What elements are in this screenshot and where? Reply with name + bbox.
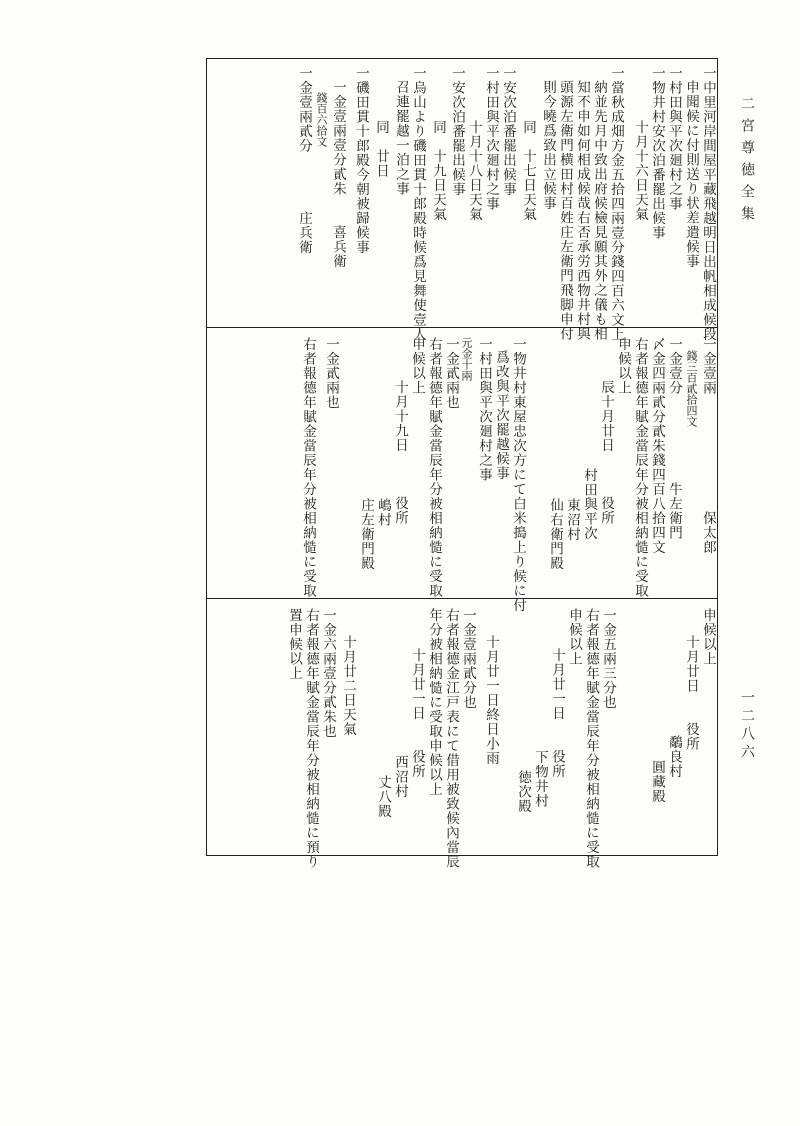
text-column: 一金六兩壹分貳朱也 — [320, 608, 336, 739]
text-column: 申候以上 — [700, 608, 716, 666]
text-column: 西沼村 — [392, 755, 408, 799]
text-column: 一村田與平次廻村之事 — [666, 66, 682, 211]
text-column: 頭源左衛門横田村百姓庄左衛門飛脚申付 — [557, 80, 573, 341]
text-column: 知不申如何相成候哉右否承労西物井村與 — [574, 80, 590, 341]
text-column: 一金壹分 牛左衛門 — [666, 337, 682, 540]
text-column: 一金貳兩也 — [323, 337, 339, 410]
text-column: 徳次殿 — [515, 770, 531, 814]
text-column: 右者報德年賦金當辰年分被相納慥に受取 — [583, 608, 599, 869]
text-column: 申候以上 — [409, 337, 425, 395]
text-column: 一磯田貫十郎殿今朝被歸候事 — [353, 66, 369, 255]
text-column: 十月廿一日 役所 — [549, 648, 565, 779]
text-column: 一安次泊番罷出候事 — [500, 66, 516, 197]
text-column: 錢三百貳拾四文 — [685, 350, 698, 427]
text-column: 右者報德年賦金當辰年分被相納慥に預り — [303, 608, 319, 869]
text-column: 年分被相納慥に受取申候以上 — [426, 608, 442, 797]
page-number: 一二八六 — [739, 690, 755, 762]
text-column: 十月十六日天氣 — [632, 120, 648, 222]
text-column: 一金貳兩也 — [443, 337, 459, 410]
text-column: 一金壹兩 保太郎 — [700, 337, 716, 555]
text-column: 同 廿日 — [373, 120, 389, 178]
text-column: 十月廿一日終日小雨 — [483, 635, 499, 766]
book-title: 二宮尊徳全集 — [739, 96, 755, 228]
text-column: 十月十九日 役所 — [392, 380, 408, 525]
text-column: 一村田與平次廻村之事 — [483, 66, 499, 211]
text-column: 申候以上 — [615, 337, 631, 395]
text-column: 辰十月廿日 役所 — [598, 380, 614, 525]
text-column: 右者報德金江戸表にて借用被致候內當辰 — [443, 608, 459, 869]
text-column: 一中里河岸間屋平藏飛越明日出帆相成候段 — [700, 66, 716, 342]
text-column: 納並先月中致出府候檢見願其外之儀も相 — [591, 80, 607, 341]
text-column: 一金五兩三分也 — [600, 608, 616, 710]
text-column: 同 十九日天氣 — [430, 120, 446, 222]
text-column: 十月廿二日天氣 — [340, 635, 356, 737]
text-column: 東沼村 — [564, 498, 580, 542]
text-column: 一金壹兩貳分 庄兵衛 — [296, 66, 312, 255]
section-divider-2 — [206, 598, 718, 599]
text-column: 右者報德年賦金當辰年分被相納慥に受取 — [632, 337, 648, 598]
text-column: 圓藏殿 — [649, 760, 665, 804]
text-column: 召連罷越一泊之事 — [393, 80, 409, 196]
text-column: 仙右衛門殿 — [547, 498, 563, 571]
text-column: 同 十七日天氣 — [520, 120, 536, 222]
text-column: 嶋村 — [375, 498, 391, 527]
text-column: 一村田與平次廻村之事 — [476, 337, 492, 482]
text-column: 爲改與平次罷越候事 — [493, 350, 509, 481]
text-column: 庄左衛門殿 — [358, 498, 374, 571]
text-column: 一當秋成畑方金五拾四兩壹分錢四百六文上 — [608, 66, 624, 342]
text-column: 村田與平次 — [581, 468, 597, 541]
text-column: 十月廿一日 役所 — [409, 648, 425, 779]
text-column: 一金壹兩貳分也 — [460, 608, 476, 710]
text-column: 〆金四兩貳分貳朱錢四百八拾四文 — [649, 337, 665, 555]
text-column: 錢百六拾文 — [315, 92, 328, 147]
text-column: 申候以上 — [566, 608, 582, 666]
text-column: 右者報德年賦金當辰年分被相納慥に受取 — [426, 337, 442, 598]
text-column: 元金十兩 — [460, 337, 473, 381]
text-column: 則今曉爲致出立候事 — [540, 80, 556, 211]
text-column: 十月廿日 役所 — [683, 635, 699, 751]
text-column: 申聞候に付則送り状差遣候事 — [683, 80, 699, 269]
text-column: 十月十八日天氣 — [466, 120, 482, 222]
text-column: 右者報德年賦金當辰年分被相納慥に受取 — [300, 337, 316, 598]
text-column: 一安次泊番罷出候事 — [449, 66, 465, 197]
text-column: 一金壹兩壹分貳朱 喜兵衛 — [330, 80, 346, 269]
section-divider-1 — [206, 327, 718, 328]
text-column: 置申候以上 — [286, 608, 302, 681]
text-column: 一物井村東屋忠次方にて白米搗上り候に付 — [510, 337, 526, 613]
text-column: 鷸良村 — [666, 735, 682, 779]
text-column: 一烏山より磯田貫十郎殿時候爲見舞使壹人 — [410, 66, 426, 342]
text-column: 丈八殿 — [375, 775, 391, 819]
text-column: 下物井村 — [532, 750, 548, 808]
text-column: 一物井村安次泊番罷出候事 — [649, 66, 665, 240]
